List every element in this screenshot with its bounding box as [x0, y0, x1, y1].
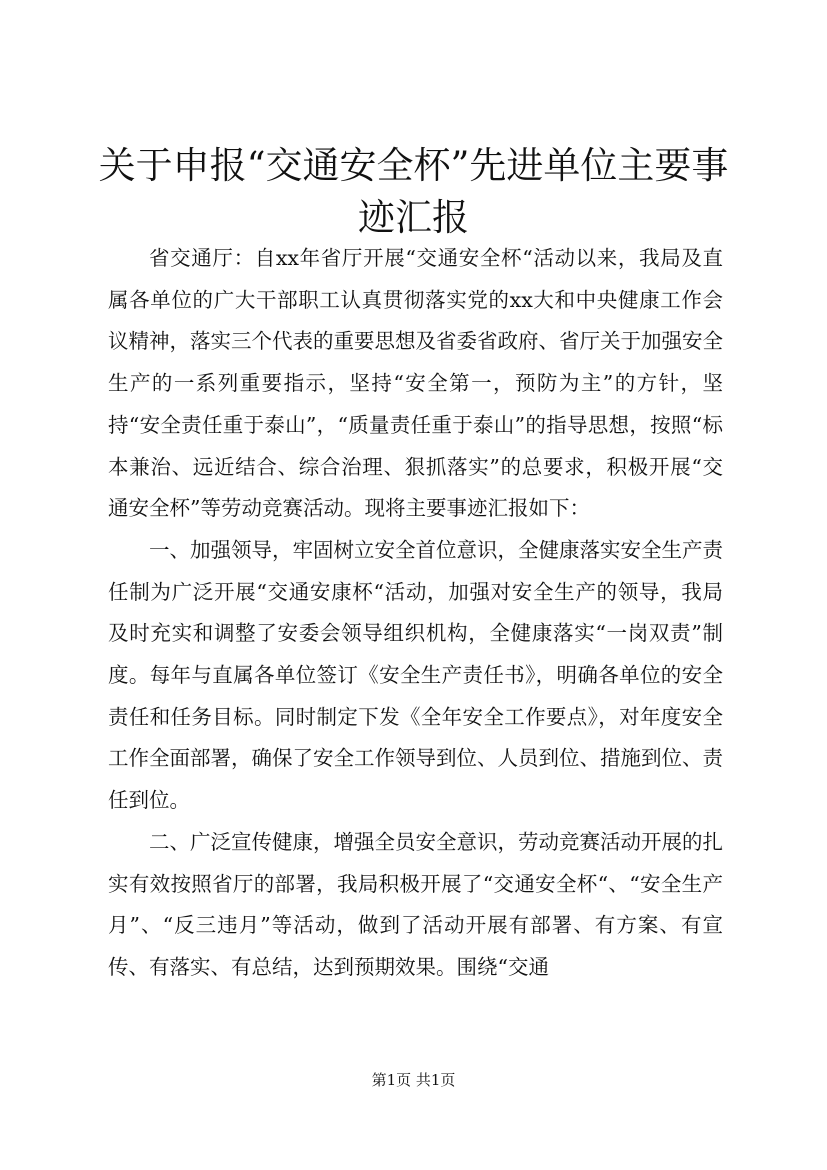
document-title: 关于申报“交通安全杯”先进单位主要事迹汇报 [98, 144, 729, 239]
paragraph-section-1: 一、加强领导，牢固树立安全首位意识，全健康落实安全生产责任制为广泛开展“交通安康杯“活动，加强对安全生产的领导，我局及时充实和调整了安委会领导组织机构，全健康落实“一岗双责”制度。每年与直属各单位签订《安全生产责任书》，明确各单位的安全责任和任务目标。同时制定下发《全年安全工作要点》，对年度安全工作全面部署，确保了安全工作领导到位、人员到位、措施到位、责任到位。 [108, 537, 723, 813]
page-number: 第1页 共1页 [371, 1071, 456, 1089]
paragraph-section-2: 二、广泛宣传健康，增强全员安全意识，劳动竞赛活动开展的扎实有效按照省厅的部署，我局积极开展了“交通安全杯“、“安全生产月”、“反三违月”等活动，做到了活动开展有部署、有方案、有宣传、有落实、有总结，达到预期效果。围绕“交通 [108, 829, 723, 979]
document-body [108, 238, 723, 989]
paragraph-intro: 省交通厅：自xx年省厅开展“交通安全杯“活动以来，我局及直属各单位的广大干部职工认真贯彻落实党的xx大和中央健康工作会议精神，落实三个代表的重要思想及省委省政府、省厅关于加强安全生产的一系列重要指示，坚持“安全第一，预防为主”的方针，坚持“安全责任重于泰山”，“质量责任重于泰山”的指导思想，按照“标本兼治、远近结合、综合治理、狠抓落实”的总要求，积极开展“交通安全杯”等劳动竞赛活动。现将主要事迹汇报如下： [108, 246, 723, 521]
